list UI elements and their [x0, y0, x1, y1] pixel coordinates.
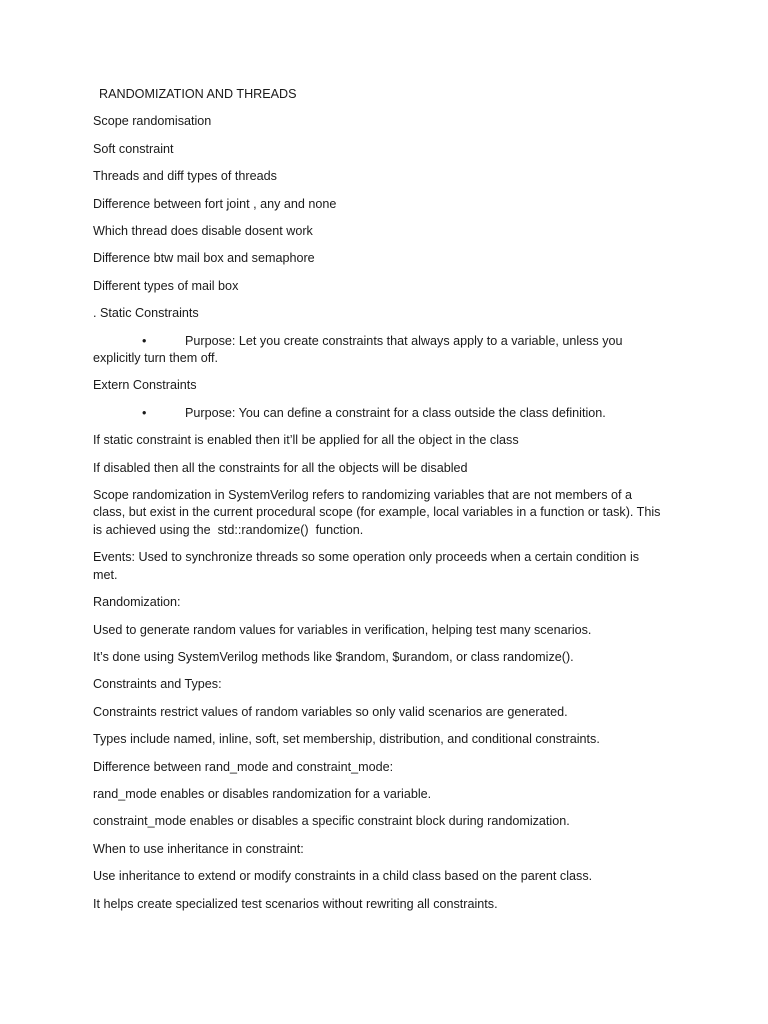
heading-constraints-types: Constraints and Types:	[93, 677, 222, 692]
heading-inheritance: When to use inheritance in constraint:	[93, 841, 304, 856]
bullet-item-extern-purpose	[93, 405, 663, 423]
paragraph-constraint-mode: constraint_mode enables or disables a specific constraint block during randomization.	[93, 814, 570, 829]
paragraph-events: Events: Used to synchronize threads so some operation only proceeds when a certain condition is met.	[93, 550, 643, 582]
heading-extern-constraints: Extern Constraints	[93, 378, 197, 393]
paragraph-fork-join-difference: Difference between fort joint , any and none	[93, 196, 337, 211]
paragraph-static-enabled: If static constraint is enabled then it’ll be applied for all the object in the class	[93, 433, 519, 448]
document-title: RANDOMIZATION AND THREADS	[99, 87, 297, 101]
heading-rand-mode-constraint-mode: Difference between rand_mode and constraint_mode:	[93, 759, 394, 774]
paragraph-mailbox-semaphore: Difference btw mail box and semaphore	[93, 251, 315, 266]
paragraph-threads-types: Threads and diff types of threads	[93, 169, 277, 184]
bullet-text: Purpose: Let you create constraints that always apply to a variable, unless you explicitly turn them off.	[93, 333, 623, 366]
heading-static-constraints: . Static Constraints	[93, 306, 199, 321]
paragraph-constraints-restrict: Constraints restrict values of random variables so only valid scenarios are generated.	[93, 704, 568, 719]
paragraph-scope-randomization-explanation: Scope randomization in SystemVerilog refers to randomizing variables that are not members of a class, but exist in the current procedural scope (for example, local variables in a function or task). This is achieved using the std::randomize() function.	[93, 487, 664, 537]
paragraph-randomization-purpose: Used to generate random values for variables in verification, helping test many scenarios.	[93, 622, 592, 637]
paragraph-scope-randomisation: Scope randomisation	[93, 114, 212, 129]
bullet-text: Purpose: You can define a constraint for a class outside the class definition.	[185, 405, 606, 420]
document-content	[93, 86, 663, 923]
bullet-item-static-purpose	[93, 333, 663, 368]
paragraph-mailbox-types: Different types of mail box	[93, 278, 239, 293]
paragraph-rand-mode: rand_mode enables or disables randomization for a variable.	[93, 786, 432, 801]
paragraph-randomization-methods: It’s done using SystemVerilog methods like $random, $urandom, or class randomize().	[93, 650, 574, 665]
paragraph-constraint-types-list: Types include named, inline, soft, set membership, distribution, and conditional constraints.	[93, 732, 600, 747]
paragraph-static-disabled: If disabled then all the constraints for all the objects will be disabled	[93, 460, 468, 475]
bullet-icon: •	[142, 333, 147, 348]
bullet-icon: •	[142, 405, 147, 420]
paragraph-inheritance-use: Use inheritance to extend or modify constraints in a child class based on the parent class.	[93, 869, 593, 884]
paragraph-disable-thread: Which thread does disable dosent work	[93, 223, 313, 238]
paragraph-inheritance-benefit: It helps create specialized test scenarios without rewriting all constraints.	[93, 896, 498, 911]
paragraph-soft-constraint: Soft constraint	[93, 141, 174, 156]
heading-randomization: Randomization:	[93, 595, 181, 610]
